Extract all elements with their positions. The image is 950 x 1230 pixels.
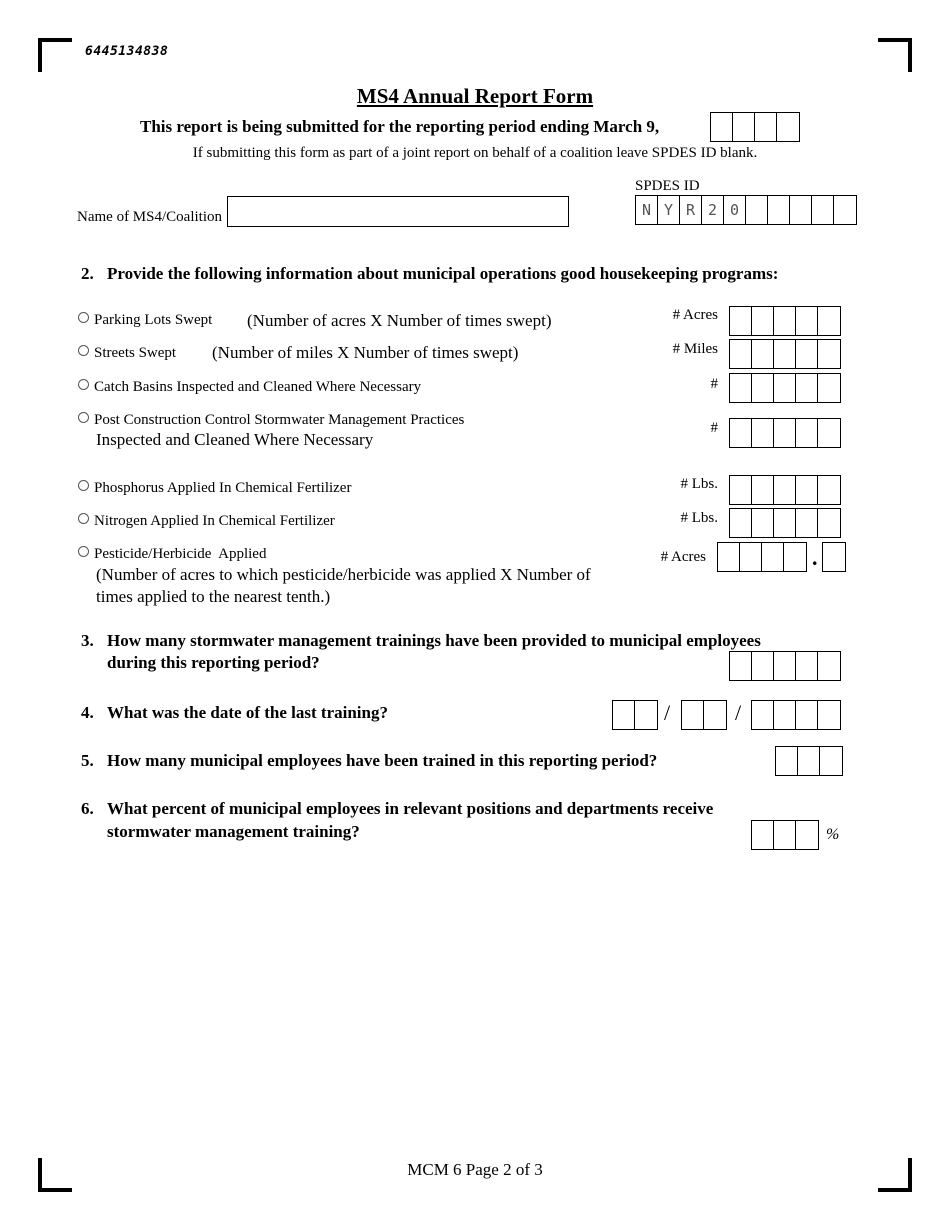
digit-cell[interactable] [752,821,774,849]
digit-cell[interactable] [820,747,842,775]
name-input[interactable] [227,196,569,227]
digit-cell[interactable] [818,307,840,335]
page-footer: MCM 6 Page 2 of 3 [407,1160,543,1179]
spdes-cell[interactable] [834,196,856,224]
item-streets-swept-extra: (Number of miles X Number of times swept) [212,343,519,362]
year-digit-1[interactable] [711,113,733,141]
item-streets-swept [78,345,176,362]
digit-cell[interactable] [762,543,784,571]
question-3-line2: during this reporting period? [107,653,320,672]
trainings-count-boxes[interactable] [729,651,841,681]
year-digit-2[interactable] [733,113,755,141]
name-label: Name of MS4/Coalition [77,209,222,225]
section-2-number: 2. [81,264,94,283]
digit-cell[interactable] [774,307,796,335]
question-3-number: 3. [81,631,94,650]
corner-mark-top-left [38,38,72,72]
digit-cell[interactable] [730,374,752,402]
spdes-cell[interactable]: 2 [702,196,724,224]
digit-cell[interactable] [796,476,818,504]
digit-cell[interactable] [823,543,845,571]
spdes-cell[interactable] [746,196,768,224]
percent-trained-boxes[interactable] [751,820,819,850]
radio-icon[interactable] [78,312,89,323]
digit-cell[interactable] [730,419,752,447]
digit-cell[interactable] [752,701,774,729]
percent-sign: % [826,826,840,843]
digit-cell[interactable] [774,374,796,402]
digit-cell[interactable] [796,701,818,729]
question-3-line1: How many stormwater management trainings have been provided to municipal employees [107,631,761,650]
spdes-cell[interactable]: R [680,196,702,224]
digit-cell[interactable] [774,340,796,368]
date-month-boxes[interactable] [612,700,658,730]
year-digit-4[interactable] [777,113,799,141]
digit-cell[interactable] [784,543,806,571]
question-6-line2: stormwater management training? [107,822,360,841]
unit-acres: # Acres [672,307,718,323]
period-text: This report is being submitted for the reporting period ending March 9, [140,117,660,136]
unit-count: # [710,376,718,392]
digit-cell[interactable] [774,476,796,504]
digit-cell[interactable] [798,747,820,775]
form-id: 6445134838 [85,44,169,59]
item-label: Parking Lots Swept [94,312,213,328]
unit-count: # [710,420,718,436]
section-2-text: Provide the following information about municipal operations good housekeeping programs: [107,264,779,283]
item-parking-lots-extra: (Number of acres X Number of times swept) [247,311,552,330]
digit-cell[interactable] [796,821,818,849]
unit-lbs: # Lbs. [680,476,718,492]
digit-cell[interactable] [796,340,818,368]
digit-cell[interactable] [774,509,796,537]
item-label: Post Construction Control Stormwater Management Practices [94,412,465,428]
spdes-cell[interactable]: N [636,196,658,224]
item-post-construction-extra: Inspected and Cleaned Where Necessary [96,430,374,449]
item-label: Pesticide/Herbicide Applied [94,546,267,562]
digit-cell[interactable] [796,419,818,447]
item-parking-lots [78,312,212,329]
digit-cell[interactable] [776,747,798,775]
catch-basins-boxes[interactable] [729,373,841,403]
digit-cell[interactable] [818,476,840,504]
item-label: Catch Basins Inspected and Cleaned Where Necessary [94,379,422,395]
digit-cell[interactable] [818,340,840,368]
digit-cell[interactable] [774,701,796,729]
spdes-cell[interactable]: Y [658,196,680,224]
spdes-cell[interactable] [812,196,834,224]
digit-cell[interactable] [752,340,774,368]
decimal-point: . [812,545,818,570]
employees-trained-boxes[interactable] [775,746,843,776]
unit-lbs: # Lbs. [680,510,718,526]
spdes-id-boxes[interactable] [635,195,857,225]
item-label: Streets Swept [94,345,177,361]
unit-miles: # Miles [672,341,718,357]
radio-icon[interactable] [78,513,89,524]
digit-cell[interactable] [730,509,752,537]
date-separator: / [664,700,671,725]
phosphorus-boxes[interactable] [729,475,841,505]
digit-cell[interactable] [752,652,774,680]
digit-cell[interactable] [730,340,752,368]
item-label: Phosphorus Applied In Chemical Fertilizer [94,480,352,496]
item-nitrogen [78,513,335,530]
digit-cell[interactable] [796,307,818,335]
page-title: MS4 Annual Report Form [356,84,594,108]
pesticide-whole-boxes[interactable] [717,542,807,572]
spdes-label: SPDES ID [635,178,700,194]
digit-cell[interactable] [796,652,818,680]
post-construction-boxes[interactable] [729,418,841,448]
parking-lots-boxes[interactable] [729,306,841,336]
digit-cell[interactable] [752,307,774,335]
item-pesticide [78,546,266,563]
digit-cell[interactable] [774,652,796,680]
question-5-number: 5. [81,751,94,770]
date-separator: / [735,700,742,725]
digit-cell[interactable] [718,543,740,571]
question-4-number: 4. [81,703,94,722]
question-4-text: What was the date of the last training? [107,703,388,722]
nitrogen-boxes[interactable] [729,508,841,538]
corner-mark-top-right [878,38,912,72]
year-boxes[interactable] [710,112,800,142]
streets-swept-boxes[interactable] [729,339,841,369]
digit-cell[interactable] [730,476,752,504]
digit-cell[interactable] [818,419,840,447]
item-pesticide-extra2: times applied to the nearest tenth.) [96,587,331,606]
digit-cell[interactable] [752,476,774,504]
digit-cell[interactable] [774,419,796,447]
item-catch-basins [78,379,421,396]
digit-cell[interactable] [635,701,657,729]
radio-icon[interactable] [78,379,89,390]
spdes-cell[interactable]: 0 [724,196,746,224]
joint-report-note: If submitting this form as part of a joint report on behalf of a coalition leave SPDES ID blank. [192,145,758,161]
digit-cell[interactable] [613,701,635,729]
digit-cell[interactable] [752,374,774,402]
year-digit-3[interactable] [755,113,777,141]
digit-cell[interactable] [796,509,818,537]
item-phosphorus [78,480,351,497]
radio-icon[interactable] [78,412,89,423]
digit-cell[interactable] [740,543,762,571]
question-5-text: How many municipal employees have been trained in this reporting period? [107,751,658,770]
pesticide-decimal-boxes[interactable] [822,542,846,572]
item-pesticide-extra: (Number of acres to which pesticide/herbicide was applied X Number of [96,565,591,584]
digit-cell[interactable] [730,652,752,680]
digit-cell[interactable] [818,509,840,537]
item-post-construction [78,412,464,429]
digit-cell[interactable] [704,701,726,729]
item-label: Nitrogen Applied In Chemical Fertilizer [94,513,335,529]
question-6-line1: What percent of municipal employees in relevant positions and departments receive [107,799,714,818]
digit-cell[interactable] [774,821,796,849]
unit-acres: # Acres [660,549,706,565]
spdes-cell[interactable] [768,196,790,224]
digit-cell[interactable] [730,307,752,335]
digit-cell[interactable] [796,374,818,402]
digit-cell[interactable] [682,701,704,729]
spdes-cell[interactable] [790,196,812,224]
date-day-boxes[interactable] [681,700,727,730]
radio-icon[interactable] [78,345,89,356]
radio-icon[interactable] [78,480,89,491]
digit-cell[interactable] [752,419,774,447]
radio-icon[interactable] [78,546,89,557]
digit-cell[interactable] [818,374,840,402]
date-year-boxes[interactable] [751,700,841,730]
question-6-number: 6. [81,799,94,818]
digit-cell[interactable] [818,701,840,729]
digit-cell[interactable] [818,652,840,680]
digit-cell[interactable] [752,509,774,537]
